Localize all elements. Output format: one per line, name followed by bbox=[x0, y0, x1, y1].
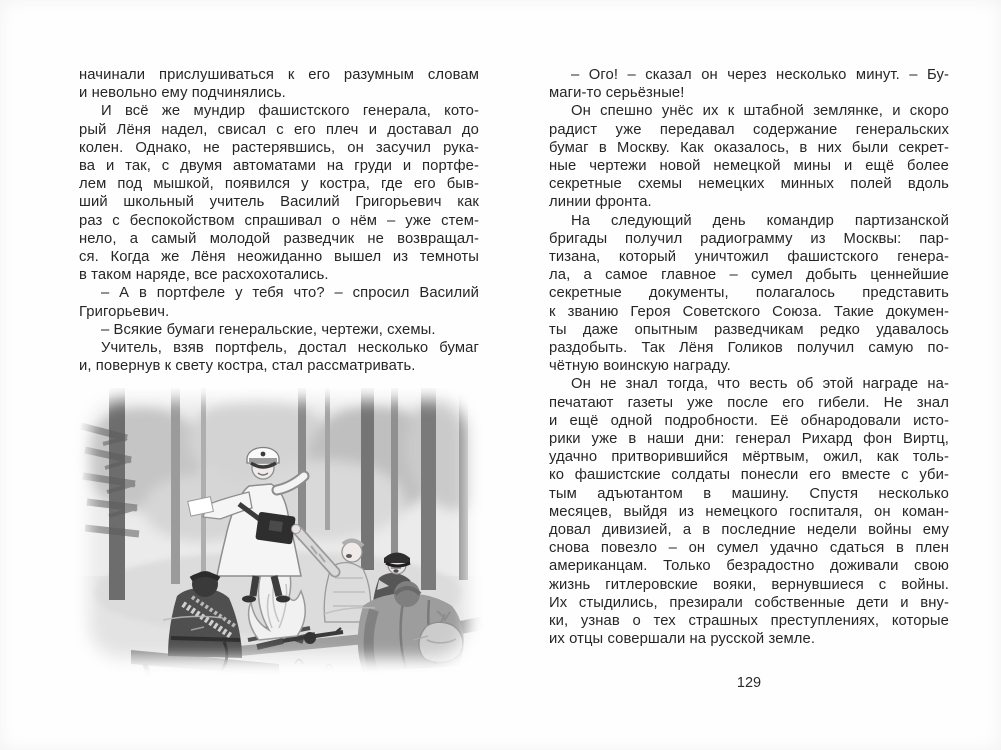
text-line: нело, а самый молодой разведчик не возвращал- bbox=[79, 230, 479, 247]
campfire-illustration-svg bbox=[73, 388, 483, 688]
text-line: их отцы совершали на русской земле. bbox=[549, 631, 816, 648]
paragraph bbox=[79, 284, 479, 320]
text-line: удачно притворившийся мёртвым, ожил, как толь- bbox=[549, 449, 949, 466]
text-line: ший школьный учитель Василий Григорьевич как bbox=[79, 194, 479, 211]
text-line: ные чертежи новой немецкой мины и ещё более bbox=[549, 158, 949, 175]
text-line: печатают газеты уже после его гибели. Не знал bbox=[549, 394, 949, 411]
text-line: ко фашистские солдаты понесли его вместе с уби- bbox=[549, 467, 949, 484]
text-line: и ещё одной подробности. Её обнародовали исто- bbox=[549, 412, 949, 429]
text-line: ты даже опытным разведчикам редко удавалось bbox=[549, 321, 949, 338]
text-line: Учитель, взяв портфель, достал несколько бумаг bbox=[101, 340, 479, 357]
left-page-text bbox=[79, 66, 479, 375]
text-line: жизнь гитлеровские вояки, вернувшиеся с войны. bbox=[549, 576, 949, 593]
text-line: Он спешно унёс их к штабной землянке, и скоро bbox=[571, 103, 949, 120]
text-line: месяцев, выйдя из немецкого госпиталя, он коман- bbox=[549, 503, 949, 520]
text-line: секретные схемы немецких минных полей вдоль bbox=[549, 176, 949, 193]
text-line: И всё же мундир фашистского генерала, кото- bbox=[101, 103, 479, 120]
text-line: тым адъютантом в машину. Спустя несколько bbox=[549, 485, 949, 502]
text-line: ва и так, с двумя автоматами на груди и портфе- bbox=[79, 158, 479, 175]
outstretched-hand bbox=[292, 525, 301, 534]
text-line: раз с беспокойством спрашивал о нём – уже стем- bbox=[79, 212, 479, 229]
text-line: бригады получил радиограмму из Москвы: пар- bbox=[549, 230, 949, 247]
text-line: колен. Однако, не растерявшись, он засучил рука- bbox=[79, 139, 479, 156]
text-line: ся. Когда же Лёня неожиданно вышел из темноты bbox=[79, 249, 479, 266]
text-line: довал дивизией, а в последние недели войны ему bbox=[549, 522, 949, 539]
text-line: линии фронта. bbox=[549, 194, 652, 211]
text-line: ки, узнав о тех страшных преступлениях, которые bbox=[549, 613, 949, 630]
paragraph bbox=[549, 102, 949, 211]
text-line: – Всякие бумаги генеральские, чертежи, схемы. bbox=[101, 321, 436, 338]
text-line: и невольно ему подчинялись. bbox=[79, 85, 286, 102]
text-line: снова повезло – он сумел удачно сдаться в плен bbox=[549, 540, 949, 557]
paragraph bbox=[79, 321, 479, 339]
page-number: 129 bbox=[736, 675, 762, 691]
text-line: рики уже в наши дни: генерал Рихард фон Виртц, bbox=[549, 431, 949, 448]
text-line: к званию Героя Советского Союза. Такие докумен- bbox=[549, 303, 949, 320]
text-line: секретные документы, полагалось представить bbox=[549, 285, 949, 302]
text-line: лем под мышкой, появился у костра, где его быв- bbox=[79, 176, 479, 193]
text-line: раздобыть. Так Лёня Голиков получил самую по- bbox=[549, 340, 949, 357]
text-line: в таком наряде, все расхохотались. bbox=[79, 267, 329, 284]
paragraph bbox=[79, 66, 479, 102]
paragraph bbox=[549, 66, 949, 102]
text-line: бумаг в Москву. Как оказалось, в них были секрет- bbox=[549, 139, 949, 156]
text-line: Григорьевич. bbox=[79, 303, 170, 320]
paragraph bbox=[549, 375, 949, 648]
text-line: радист уже передавал содержание генеральских bbox=[549, 121, 949, 138]
text-line: рый Лёня надел, свисал с его плеч и доставал до bbox=[79, 121, 479, 138]
text-line: – Ого! – сказал он через несколько минут. – Бу- bbox=[571, 67, 949, 83]
text-line: начинали прислушиваться к его разумным словам bbox=[79, 67, 479, 83]
right-page-text bbox=[549, 66, 949, 649]
paragraph bbox=[79, 339, 479, 375]
text-line: американцам. Только безрадостно доживали свою bbox=[549, 558, 949, 575]
campfire-illustration bbox=[73, 388, 483, 688]
text-line: На следующий день командир партизанской bbox=[571, 212, 949, 229]
briefcase bbox=[255, 512, 296, 545]
text-line: ла, а самое главное – сумел добыть ценнейшие bbox=[549, 267, 949, 284]
text-line: и, повернув к свету костра, стал рассматривать. bbox=[79, 358, 416, 375]
text-line: чётную воинскую награду. bbox=[549, 358, 731, 375]
paragraph bbox=[549, 212, 949, 376]
text-line: Их стыдились, презирали собственные дети и вну- bbox=[549, 594, 949, 611]
paragraph bbox=[79, 102, 479, 284]
text-line: тизана, который уничтожил фашистского генера- bbox=[549, 249, 949, 266]
text-line: маги-то серьёзные! bbox=[549, 85, 685, 102]
text-line: Он не знал тогда, что весть об этой награде на- bbox=[571, 376, 949, 393]
text-line: – А в портфеле у тебя что? – спросил Василий bbox=[101, 285, 479, 302]
